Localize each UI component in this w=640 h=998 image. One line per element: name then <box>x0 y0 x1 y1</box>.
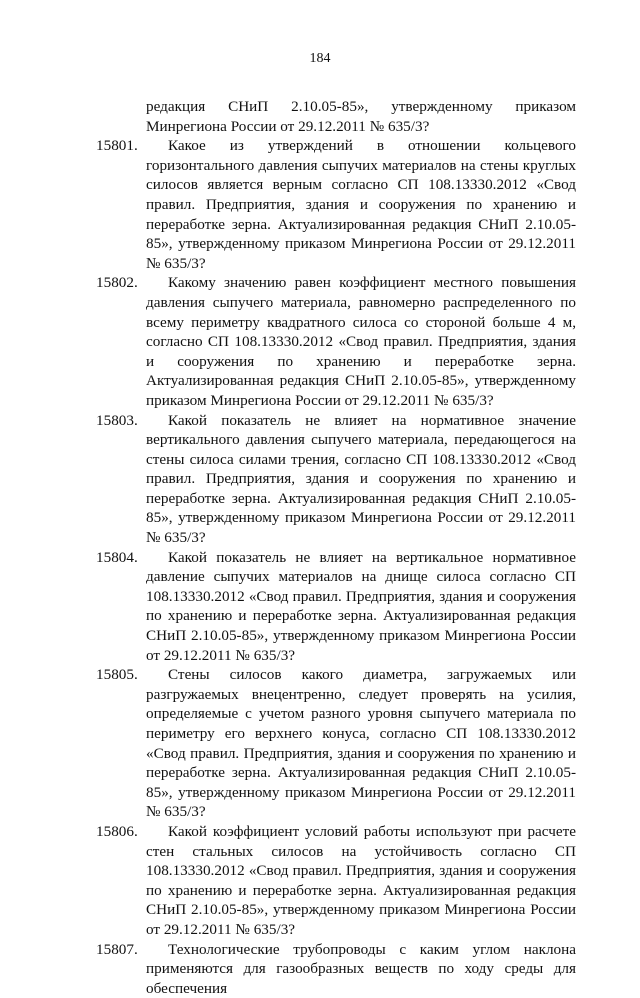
question-number: 15802. <box>96 274 138 292</box>
continuation-text: редакция СНиП 2.10.05-85», утвержденному приказом Минрегиона России от 29.12.2011 № 635/3? <box>146 98 576 135</box>
question-15807 <box>96 940 576 998</box>
question-15804 <box>96 548 576 666</box>
question-text: Технологические трубопроводы с каким углом наклона применяются для газообразных веществ по ходу среды для обеспечения <box>146 940 576 997</box>
question-number: 15803. <box>96 411 138 429</box>
question-text: Какой показатель не влияет на вертикальное нормативное давление сыпучих материалов на днище силоса согласно СП 108.13330.2012 «Свод правил. Предприятия, здания и сооружения по хранению и переработке зерна. Актуализированная редакция СНиП 2.10.05-85», утвержденному приказом Минрегиона России от 29.12.2011 № 635/3? <box>146 548 576 664</box>
question-text: Какое из утверждений в отношении кольцевого горизонтального давления сыпучих материалов на стены круглых силосов является верным согласно СП 108.13330.2012 «Свод правил. Предприятия, здания и сооружения по хранению и переработке зерна. Актуализированная редакция СНиП 2.10.05-85», утвержденному приказом Минрегиона России от 29.12.2011 № 635/3? <box>146 137 576 272</box>
question-text: Стены силосов какого диаметра, загружаемых или разгружаемых внецентренно, следует проверять на усилия, определяемые с учетом разного уровня сыпучего материала по периметру его верхнего конуса, согласно СП 108.13330.2012 «Свод правил. Предприятия, здания и сооружения по хранению и переработке зерна. Актуализированная редакция СНиП 2.10.05-85», утвержденному приказом Минрегиона России от 29.12.2011 № 635/3? <box>146 666 576 821</box>
question-15801 <box>96 136 576 273</box>
question-text: Какому значению равен коэффициент местного повышения давления сыпучего материала, равномерно распределенного по всему периметру квадратного силоса со стороной больше 4 м, согласно СП 108.13330.2012 «Свод правил. Предприятия, здания и сооружения по хранению и переработке зерна. Актуализированная редакция СНиП 2.10.05-85», утвержденному приказом Минрегиона России от 29.12.2011 № 635/3? <box>146 274 576 409</box>
question-15803 <box>96 411 576 548</box>
question-15802 <box>96 273 576 410</box>
question-number: 15805. <box>96 666 138 684</box>
page-number: 184 <box>309 51 331 66</box>
document-body <box>96 97 576 998</box>
question-text: Какой коэффициент условий работы используют при расчете стен стальных силосов на устойчивость согласно СП 108.13330.2012 «Свод правил. Предприятия, здания и сооружения по хранению и переработке зерна. Актуализированная редакция СНиП 2.10.05-85», утвержденному приказом Минрегиона России от 29.12.2011 № 635/3? <box>146 822 576 938</box>
question-15806 <box>96 822 576 940</box>
question-number: 15804. <box>96 548 138 566</box>
question-text: Какой показатель не влияет на нормативное значение вертикального давления сыпучего материала, передающегося на стены силоса силами трения, согласно СП 108.13330.2012 «Свод правил. Предприятия, здания и сооружения по хранению и переработке зерна. Актуализированная редакция СНиП 2.10.05-85», утвержденному приказом Минрегиона России от 29.12.2011 № 635/3? <box>146 411 576 547</box>
question-number: 15806. <box>96 822 138 840</box>
question-number: 15801. <box>96 137 138 155</box>
question-number: 15807. <box>96 940 138 958</box>
question-15805 <box>96 665 576 822</box>
